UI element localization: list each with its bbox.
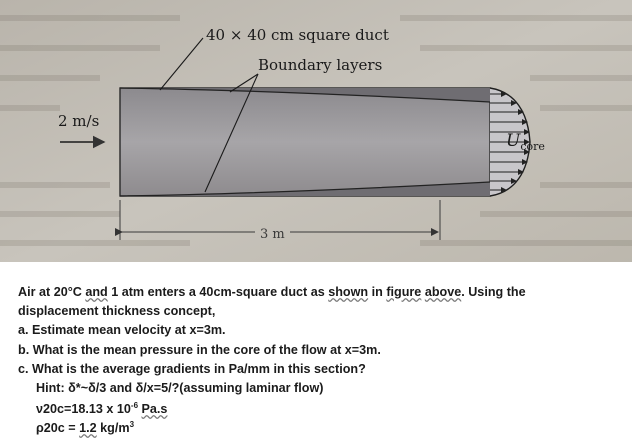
problem-intro-line2: displacement thickness concept, xyxy=(18,304,216,318)
question-c: c. What is the average gradients in Pa/mm in this section? xyxy=(18,362,366,376)
length-label: 3 m xyxy=(260,227,285,242)
density-value: ρ20c = 1.2 $kg/m^3$ xyxy=(36,420,135,436)
u-core-label: $U_{core}$ xyxy=(506,131,545,153)
white-gap xyxy=(0,262,632,272)
problem-statement xyxy=(0,272,632,442)
duct-size-label: 40 × 40 cm square duct xyxy=(206,26,389,44)
problem-intro: Air at 20°C and 1 atm enters a 40cm-square duct as shown in figure above. Using the xyxy=(18,285,526,299)
hint: Hint: δ*~δ/3 and δ/x=5/?(assuming laminar flow) xyxy=(36,381,324,395)
inlet-velocity-label: 2 m/s xyxy=(58,112,100,130)
question-a: a. Estimate mean velocity at x=3m. xyxy=(18,323,226,337)
question-b: b. What is the mean pressure in the core of the flow at x=3m. xyxy=(18,343,381,357)
duct-body xyxy=(120,88,490,196)
viscosity-value: ν20c=18.13 x $10^{-6}$ Pa.s xyxy=(36,401,168,417)
boundary-layers-label: Boundary layers xyxy=(258,56,383,74)
